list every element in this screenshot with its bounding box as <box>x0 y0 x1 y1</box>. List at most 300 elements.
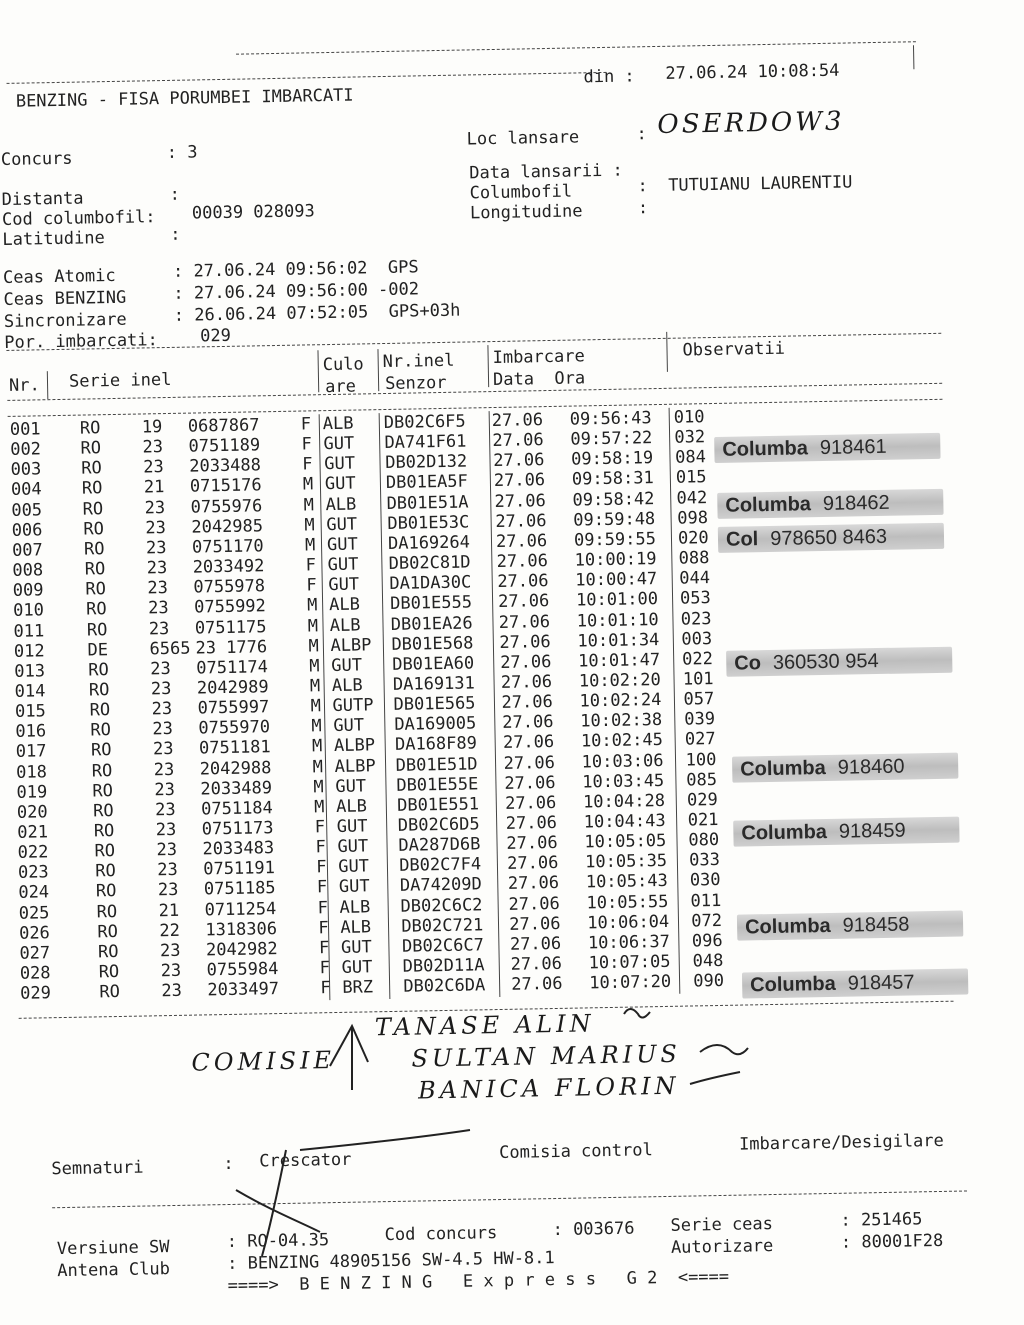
row-time: 10:01:47 <box>578 649 661 672</box>
sheet-title: BENZING - FISA PORUMBEI IMBARCATI <box>15 85 354 112</box>
row-observation: 020 <box>677 527 709 549</box>
row-sensor: DA1DA30C <box>389 572 472 595</box>
row-observation: 029 <box>686 789 718 811</box>
row-date: 27.06 <box>493 470 546 492</box>
row-sex: M <box>309 676 321 697</box>
semnaturi-label: Semnaturi <box>51 1157 144 1180</box>
sticker-brand: Columba <box>725 493 812 517</box>
row-observation: 042 <box>676 487 708 509</box>
row-time: 09:58:31 <box>571 468 654 491</box>
row-nr: 005 <box>11 499 43 521</box>
din-value: 27.06.24 10:08:54 <box>665 60 840 84</box>
row-date: 27.06 <box>493 450 545 472</box>
row-nr: 024 <box>18 882 50 904</box>
row-color: ALB <box>325 494 357 515</box>
row-country: RO <box>86 599 107 620</box>
row-date: 27.06 <box>495 530 548 552</box>
row-observation: 010 <box>673 407 705 428</box>
row-color: ALB <box>335 796 368 817</box>
row-country: RO <box>96 901 118 922</box>
row-country: RO <box>85 579 107 600</box>
row-country: RO <box>92 780 114 802</box>
row-year: 23 <box>160 960 182 982</box>
longitudine-label: Longitudine <box>469 201 583 224</box>
row-year: 23 <box>147 598 169 619</box>
row-color: GUT <box>326 534 358 555</box>
row-time: 09:59:48 <box>573 508 656 531</box>
din-label: din : <box>583 66 635 88</box>
row-color: ALBP <box>333 735 376 757</box>
row-date: 27.06 <box>509 933 562 955</box>
comisia-control-label: Comisia control <box>499 1140 653 1164</box>
row-ring: 0751173 <box>201 818 274 840</box>
row-year: 23 <box>147 578 169 599</box>
row-year: 23 <box>157 880 179 901</box>
row-sex: F <box>300 414 312 435</box>
sticker-brand: Co <box>734 652 762 675</box>
row-sensor: DB02C7F4 <box>399 854 482 877</box>
row-sensor: DB01E55E <box>396 774 479 796</box>
row-year: 23 <box>151 699 173 720</box>
sticker-brand: Columba <box>741 820 828 845</box>
col-culo-header: Culo <box>322 354 364 376</box>
row-date: 27.06 <box>492 430 544 452</box>
row-ring: 0755984 <box>206 959 279 981</box>
row-sensor: DB01EA26 <box>390 612 473 635</box>
row-year: 23 <box>155 819 177 841</box>
row-year: 23 <box>154 799 176 821</box>
handwritten-name-3: BANICA FLORIN <box>417 1071 680 1105</box>
row-observation: 098 <box>677 507 709 529</box>
latitudine-label: Latitudine <box>2 228 105 250</box>
row-color: GUT <box>336 816 368 837</box>
row-sex: M <box>313 776 324 798</box>
row-ring: 0751185 <box>203 878 276 900</box>
sticker-number: 918461 <box>819 435 887 460</box>
ceas-benzing-label: Ceas BENZING <box>3 287 127 310</box>
row-nr: 019 <box>16 781 48 803</box>
row-date: 27.06 <box>500 651 552 673</box>
longitudine-colon: : <box>637 198 649 219</box>
row-sensor: DB02C81D <box>388 552 471 575</box>
row-date: 27.06 <box>507 853 559 875</box>
row-country: RO <box>80 438 102 459</box>
row-sex: M <box>311 736 323 757</box>
row-color: GUT <box>337 836 369 858</box>
loc-colon: : <box>636 124 648 145</box>
row-sex: F <box>314 817 326 838</box>
row-year: 22 <box>159 920 181 941</box>
row-year: 23 <box>150 678 172 700</box>
row-observation: 023 <box>680 608 712 630</box>
row-sex: M <box>310 696 322 717</box>
row-year: 23 <box>143 457 164 478</box>
row-color: ALBP <box>330 634 372 656</box>
row-year: 23 <box>157 860 178 881</box>
row-sex: M <box>308 635 319 657</box>
distanta-colon: : <box>169 184 181 205</box>
row-color: ALB <box>340 917 372 938</box>
row-country: RO <box>92 800 114 822</box>
row-date: 27.06 <box>511 974 563 995</box>
row-country: DE <box>87 639 109 661</box>
row-nr: 028 <box>19 963 51 984</box>
row-time: 09:56:43 <box>569 408 652 430</box>
row-ring: 2033492 <box>192 556 265 578</box>
row-country: RO <box>82 498 104 520</box>
row-sex: M <box>312 756 324 777</box>
row-year: 19 <box>141 417 163 438</box>
row-year: 23 <box>150 658 171 680</box>
row-country: RO <box>88 659 109 681</box>
row-year: 23 <box>152 739 174 760</box>
row-nr: 027 <box>19 943 51 964</box>
row-nr: 009 <box>12 580 44 602</box>
row-color: GUT <box>327 554 359 576</box>
row-country: RO <box>99 982 121 1003</box>
sticker-brand: Columba <box>722 437 809 461</box>
row-date: 27.06 <box>502 732 555 754</box>
express-line: ====> B E N Z I N G E x p r e s s G 2 <==== <box>227 1266 730 1297</box>
row-nr: 029 <box>20 983 52 1004</box>
row-ring: 0751181 <box>198 737 271 759</box>
row-time: 10:07:20 <box>589 972 672 994</box>
col-nr-header: Nr. <box>8 375 40 396</box>
row-ring: 0751184 <box>200 797 273 820</box>
row-ring: 0755970 <box>198 717 271 739</box>
row-nr: 023 <box>17 862 49 884</box>
row-observation: 096 <box>691 930 723 952</box>
row-sex: F <box>318 938 330 959</box>
row-observation: 100 <box>685 749 717 771</box>
row-sensor: DB02D132 <box>385 451 468 474</box>
row-time: 10:06:04 <box>587 911 670 934</box>
antena-label: Antena Club <box>57 1259 171 1282</box>
cod-label: Cod columbofil: <box>1 207 156 230</box>
row-sex: M <box>313 797 325 818</box>
row-sensor: DB02C6C2 <box>400 894 483 917</box>
data-lansarii-label: Data lansarii : <box>469 160 623 184</box>
row-sex: F <box>305 555 317 576</box>
row-sex: F <box>319 958 331 979</box>
row-date: 27.06 <box>505 812 558 834</box>
row-nr: 017 <box>15 741 47 763</box>
versiune-value: : RO-04.35 <box>226 1230 330 1253</box>
col-imbarcare-header: Imbarcare <box>492 346 585 369</box>
row-ring: 0687867 <box>187 415 260 437</box>
row-ring: 2042989 <box>196 677 269 699</box>
row-color: ALB <box>329 614 361 636</box>
row-color: GUT <box>324 474 356 495</box>
row-country: RO <box>97 941 119 963</box>
row-sex: F <box>316 857 327 878</box>
row-observation: 039 <box>684 709 716 730</box>
row-sex: M <box>311 716 322 737</box>
row-sensor: DA168F89 <box>394 733 478 756</box>
row-nr: 002 <box>10 439 42 461</box>
row-date: 27.06 <box>500 671 553 693</box>
row-sex: M <box>307 615 319 636</box>
row-ring: 0755978 <box>193 576 266 598</box>
row-time: 10:01:34 <box>577 629 660 652</box>
row-nr: 021 <box>17 822 49 843</box>
row-sex: F <box>315 837 326 858</box>
col-are-header: are <box>324 376 357 398</box>
semnaturi-colon: : <box>223 1153 234 1175</box>
row-sex: M <box>304 515 315 536</box>
row-sensor: DB01E568 <box>391 633 474 655</box>
row-date: 27.06 <box>508 893 560 915</box>
row-time: 10:07:05 <box>588 951 671 974</box>
row-country: RO <box>90 720 112 741</box>
row-nr: 007 <box>11 540 43 561</box>
row-nr: 018 <box>15 761 48 783</box>
row-sensor: DB01E565 <box>393 693 476 715</box>
row-country: RO <box>79 418 101 439</box>
row-time: 09:57:22 <box>570 428 653 450</box>
row-year: 23 <box>145 537 167 559</box>
row-year: 21 <box>158 900 180 921</box>
row-observation: 085 <box>686 769 718 791</box>
row-sensor: DB01EA5F <box>385 471 468 494</box>
row-sensor: DB02C721 <box>401 915 484 937</box>
row-observation: 048 <box>692 950 724 972</box>
row-year: 23 <box>161 981 183 1002</box>
row-date: 27.06 <box>504 792 557 814</box>
row-ring: 2033489 <box>200 777 273 800</box>
imbarcare-desigilare-label: Imbarcare/Desigilare <box>738 1130 944 1155</box>
autorizare-label: Autorizare <box>670 1236 774 1258</box>
row-year: 23 <box>145 517 167 539</box>
handwritten-name-2: SULTAN MARIUS <box>411 1039 682 1073</box>
row-color: GUT <box>328 574 360 596</box>
row-time: 10:03:45 <box>582 770 665 793</box>
sticker-brand: Col <box>725 528 759 551</box>
sticker-number: 918459 <box>838 819 906 843</box>
crescator-label: Crescator <box>259 1149 352 1172</box>
row-time: 10:05:43 <box>585 871 668 893</box>
row-nr: 001 <box>9 419 41 440</box>
row-nr: 025 <box>18 902 50 924</box>
row-color: GUT <box>326 514 358 535</box>
row-observation: 033 <box>689 850 721 871</box>
row-observation: 084 <box>675 447 707 468</box>
versiune-label: Versiune SW <box>56 1237 170 1260</box>
row-color: GUT <box>335 776 367 797</box>
sticker-brand: Columba <box>740 756 826 781</box>
serie-ceas-label: Serie ceas <box>670 1214 774 1236</box>
row-sex: F <box>306 575 317 596</box>
row-date: 27.06 <box>507 873 560 895</box>
ceas-atomic-value: : 27.06.24 09:56:02 GPS <box>172 257 419 282</box>
row-country: RO <box>81 458 102 479</box>
row-time: 10:03:06 <box>581 750 664 773</box>
row-observation: 022 <box>682 648 714 670</box>
row-country: RO <box>83 539 105 560</box>
row-date: 27.06 <box>491 410 544 432</box>
row-date: 27.06 <box>497 591 550 613</box>
row-year: 23 <box>142 437 164 458</box>
row-observation: 011 <box>690 890 722 912</box>
row-color: ALBP <box>334 755 376 777</box>
row-sensor: DA169005 <box>394 713 477 736</box>
row-time: 10:02:45 <box>580 730 664 752</box>
row-color: GUTP <box>332 695 374 717</box>
row-date: 27.06 <box>510 953 563 975</box>
row-sensor: DB01E53C <box>387 512 470 534</box>
columbofil-value: : TUTUIANU LAURENTIU <box>637 172 853 197</box>
row-date: 27.06 <box>506 833 558 854</box>
row-observation: 021 <box>687 809 719 831</box>
row-observation: 003 <box>681 628 713 650</box>
row-time: 10:02:38 <box>580 710 663 732</box>
col-observatii-header: Observatii <box>682 338 786 361</box>
row-nr: 020 <box>16 802 48 823</box>
row-observation: 101 <box>682 668 714 690</box>
row-color: BRZ <box>342 977 374 999</box>
row-sensor: DB02C6C7 <box>401 935 485 957</box>
row-sensor: DB01E555 <box>389 592 473 615</box>
row-time: 09:58:42 <box>572 488 655 511</box>
row-ring: 0751174 <box>196 657 269 679</box>
row-sensor: DB01E51D <box>395 753 478 776</box>
row-color: GUT <box>333 715 365 737</box>
row-time: 10:00:47 <box>575 569 658 591</box>
autorizare-value: : 80001F28 <box>840 1230 944 1253</box>
row-sensor: DB02C6D5 <box>397 814 480 836</box>
row-date: 27.06 <box>498 611 551 633</box>
cod-concurs-value: : 003676 <box>552 1218 635 1241</box>
antena-value: : BENZING 48905156 SW-4.5 HW-8.1 <box>227 1248 555 1275</box>
row-time: 10:05:35 <box>585 851 668 873</box>
row-sex: M <box>306 595 318 616</box>
row-year: 6565 <box>149 638 191 660</box>
row-sex: M <box>303 494 315 516</box>
cod-concurs-label: Cod concurs <box>384 1223 498 1246</box>
por-imbarcati-value: 029 <box>200 325 232 347</box>
col-serie-header: Serie inel <box>68 369 172 392</box>
row-nr: 011 <box>13 620 45 642</box>
row-nr: 013 <box>14 661 46 682</box>
row-sensor: DA741F61 <box>384 431 467 454</box>
row-time: 10:02:20 <box>578 669 661 692</box>
columbofil-label: Columbofil <box>469 181 573 204</box>
row-country: RO <box>93 821 115 842</box>
row-time: 10:00:19 <box>574 549 657 571</box>
row-sensor: DA74209D <box>399 874 482 897</box>
row-country: RO <box>94 841 116 862</box>
row-country: RO <box>95 861 116 882</box>
sticker-number: 360530 954 <box>772 650 879 674</box>
row-sensor: DB02C6DA <box>403 975 486 997</box>
sincronizare-label: Sincronizare <box>3 309 127 332</box>
row-sensor: DB02D11A <box>402 955 485 977</box>
loc-handwritten: OSERDOW3 <box>657 106 845 140</box>
latitudine-colon: : <box>170 224 181 245</box>
row-sex: M <box>302 474 314 495</box>
row-nr: 014 <box>14 681 46 702</box>
row-nr: 015 <box>14 701 46 722</box>
row-country: RO <box>90 740 112 761</box>
row-observation: 030 <box>689 870 721 891</box>
row-time: 10:01:10 <box>576 609 659 632</box>
row-sex: M <box>304 535 316 556</box>
row-time: 09:59:55 <box>573 528 657 551</box>
row-date: 27.06 <box>503 752 556 774</box>
row-nr: 003 <box>10 459 42 481</box>
sticker-number: 918460 <box>837 755 905 779</box>
row-nr: 016 <box>15 721 47 743</box>
row-color: GUT <box>341 957 373 978</box>
por-imbarcati-label: Por. imbarcati: <box>4 330 158 353</box>
sticker-brand: Columba <box>749 972 836 997</box>
row-ring: 0755997 <box>197 697 270 719</box>
row-country: RO <box>81 478 103 500</box>
row-observation: 032 <box>674 427 706 448</box>
row-color: GUT <box>324 453 356 475</box>
ceas-atomic-label: Ceas Atomic <box>2 265 116 288</box>
row-observation: 027 <box>684 729 716 750</box>
row-ring: 2033483 <box>202 838 275 860</box>
row-country: RO <box>88 680 110 701</box>
row-sex: F <box>317 897 329 918</box>
row-country: RO <box>86 619 108 641</box>
row-sensor: DA287D6B <box>398 834 481 856</box>
row-date: 27.06 <box>499 631 551 653</box>
row-ring: 1318306 <box>205 918 278 941</box>
row-date: 27.06 <box>496 551 549 573</box>
row-ring: 2033497 <box>207 979 280 1001</box>
row-time: 10:01:00 <box>575 589 659 611</box>
row-observation: 090 <box>693 971 725 992</box>
sticker-brand: Columba <box>744 914 831 939</box>
row-sex: M <box>309 656 320 677</box>
row-year: 23 <box>148 618 170 639</box>
col-nrinel-header: Nr.inel <box>382 350 455 373</box>
row-ring: 2042982 <box>205 938 278 961</box>
row-observation: 072 <box>691 910 723 932</box>
row-observation: 088 <box>678 548 710 569</box>
sincronizare-value: : 26.06.24 07:52:05 GPS+03h <box>173 300 461 326</box>
row-time: 10:02:24 <box>579 690 662 712</box>
row-color: GUT <box>338 856 370 878</box>
row-ring: 0711254 <box>204 898 277 920</box>
row-country: RO <box>95 881 117 902</box>
row-ring: 0751191 <box>203 858 276 880</box>
row-date: 27.06 <box>501 692 553 714</box>
row-time: 10:04:28 <box>582 790 666 813</box>
row-ring: 2033488 <box>189 455 262 477</box>
row-ring: 0755992 <box>193 596 266 618</box>
sticker-number: 918462 <box>822 491 890 516</box>
row-observation: 044 <box>679 568 711 589</box>
row-sensor: DA169264 <box>387 532 471 554</box>
row-color: GUT <box>331 655 363 676</box>
sticker-number: 918458 <box>842 913 910 937</box>
row-time: 09:58:19 <box>571 448 654 470</box>
row-sex: F <box>302 454 313 475</box>
row-country: RO <box>98 962 120 983</box>
row-color: GUT <box>340 937 372 958</box>
row-color: ALB <box>339 896 371 918</box>
row-ring: 0751170 <box>191 536 264 558</box>
row-nr: 022 <box>17 842 49 863</box>
serie-ceas-value: : 251465 <box>840 1209 923 1231</box>
row-sex: F <box>301 434 312 455</box>
row-color: ALB <box>322 413 354 435</box>
row-ring: 0755976 <box>190 495 263 518</box>
sticker-number: 978650 8463 <box>770 525 888 550</box>
